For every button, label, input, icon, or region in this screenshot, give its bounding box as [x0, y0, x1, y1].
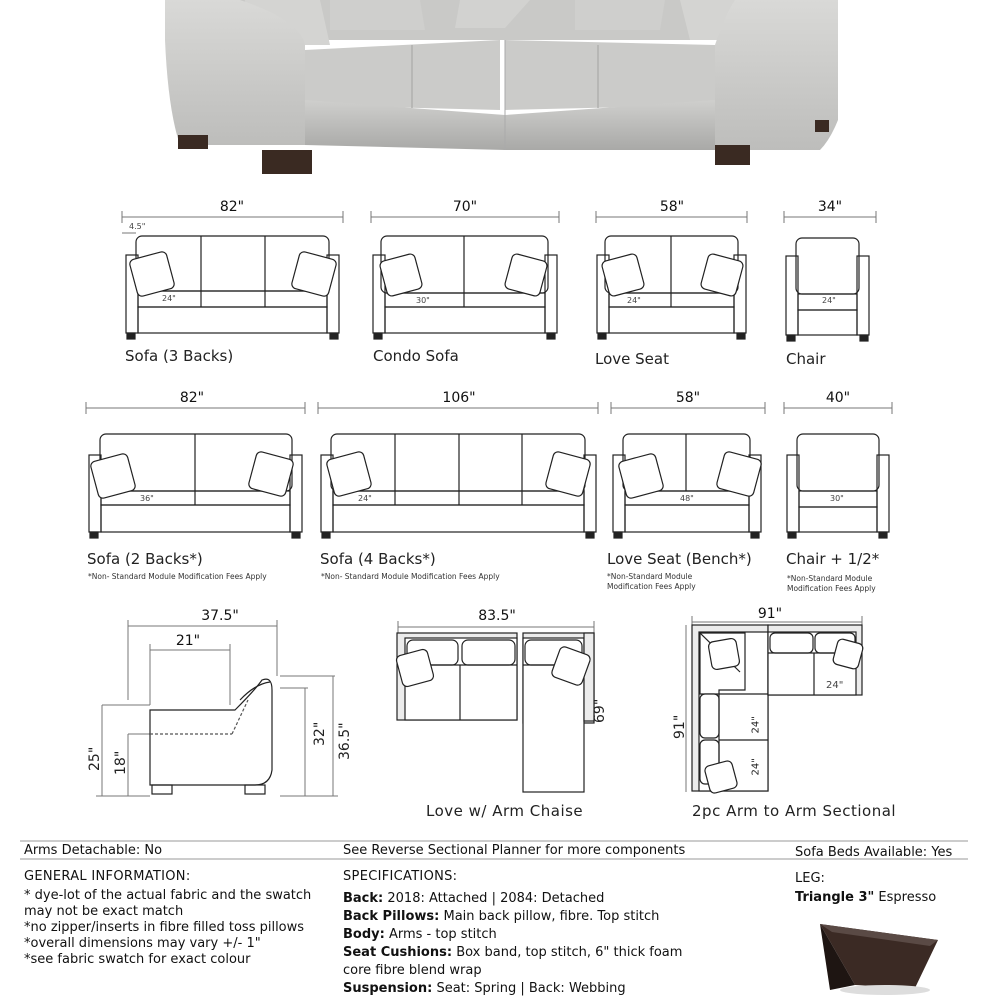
sofa-4-label: Sofa (4 Backs*)	[320, 550, 436, 568]
love-seat-label: Love Seat	[595, 350, 669, 368]
chair-drawing	[786, 238, 869, 341]
sofa-2-backs-drawing	[89, 434, 302, 538]
spec-seat-value: Box band, top stitch, 6" thick foam	[456, 945, 683, 960]
chaise-depth: 69"	[592, 698, 608, 723]
sectional-label: 2pc Arm to Arm Sectional	[692, 802, 897, 820]
leg-name	[795, 889, 936, 907]
chair-seat-depth: 24"	[822, 296, 836, 305]
side-seat-depth: 21"	[175, 633, 201, 649]
spec-seat-label: Seat Cushions:	[343, 945, 453, 960]
general-line-4: *overall dimensions may vary +/- 1"	[24, 936, 261, 951]
general-line-2: may not be exact match	[24, 904, 184, 919]
sofa-4-seat-depth: 24"	[358, 494, 372, 503]
sofa-4-note: *Non- Standard Module Modification Fees Apply	[321, 572, 500, 581]
spec-body	[343, 926, 497, 944]
general-line-1: * dye-lot of the actual fabric and the swatch	[24, 888, 312, 903]
bench-width: 58"	[675, 390, 701, 406]
chair-width: 34"	[817, 199, 843, 215]
bench-note-1: *Non-Standard Module	[607, 572, 693, 581]
sofa-3-backs-drawing	[126, 236, 339, 339]
sofa-4-width: 106"	[442, 390, 476, 406]
general-line-5: *see fabric swatch for exact colour	[24, 952, 251, 967]
sofa-beds-value: Yes	[931, 845, 953, 860]
side-total-height: 36.5"	[337, 722, 353, 760]
chaise-width: 83.5"	[478, 608, 516, 624]
sofa-3-arm-width: 4.5"	[129, 222, 146, 231]
sofa-2-note: *Non- Standard Module Modification Fees Apply	[88, 572, 267, 581]
spec-suspension-value: Seat: Spring | Back: Webbing	[436, 981, 626, 996]
sectional-seat-a: 24"	[826, 680, 844, 691]
bench-label: Love Seat (Bench*)	[607, 550, 752, 568]
side-back-height: 32"	[312, 721, 328, 746]
sofa-2-seat-depth: 36"	[140, 494, 154, 503]
condo-sofa-drawing	[373, 236, 557, 339]
leg-image	[820, 924, 938, 995]
spec-seat	[343, 944, 682, 962]
bench-note-2: Modification Fees Apply	[607, 582, 696, 591]
sectional-seat-b: 24"	[750, 716, 762, 734]
sofa-beds-label: Sofa Beds Available:	[795, 845, 928, 860]
leg-name-label: Triangle 3"	[795, 890, 875, 905]
side-view-drawing	[96, 620, 338, 796]
condo-sofa-width: 70"	[452, 199, 478, 215]
spec-back-label: Back:	[343, 891, 384, 906]
general-info-title: GENERAL INFORMATION:	[24, 869, 191, 884]
chair-half-note-2: Modification Fees Apply	[787, 584, 876, 593]
sofa-3-seat-depth: 24"	[162, 294, 176, 303]
spec-body-label: Body:	[343, 927, 385, 942]
love-seat-seat-depth: 24"	[627, 296, 641, 305]
sofa-4-backs-drawing	[321, 434, 596, 538]
arms-detachable-label: Arms Detachable:	[24, 843, 141, 858]
chair-label: Chair	[786, 350, 826, 368]
sofa-2-width: 82"	[179, 390, 205, 406]
arms-detachable-value: No	[144, 843, 163, 858]
arms-detachable	[24, 842, 162, 860]
side-seat-height: 18"	[113, 750, 129, 775]
sectional-width: 91"	[757, 606, 783, 622]
spec-pillows-label: Back Pillows:	[343, 909, 440, 924]
condo-sofa-label: Condo Sofa	[373, 347, 459, 365]
chaise-label: Love w/ Arm Chaise	[426, 802, 584, 820]
love-seat-width: 58"	[659, 199, 685, 215]
chair-half-label: Chair + 1/2*	[786, 550, 880, 568]
chaise-drawing	[395, 621, 594, 792]
sofa-3-width: 82"	[219, 199, 245, 215]
spec-pillows-value: Main back pillow, fibre. Top stitch	[443, 909, 660, 924]
sofa-2-label: Sofa (2 Backs*)	[87, 550, 203, 568]
sectional-seat-c: 24"	[750, 758, 762, 776]
side-depth: 37.5"	[201, 608, 239, 624]
side-arm-height: 25"	[87, 746, 103, 771]
planner-note: See Reverse Sectional Planner for more components	[343, 843, 686, 858]
chair-half-width: 40"	[825, 390, 851, 406]
bench-seat-depth: 48"	[680, 494, 694, 503]
chair-half-note-1: *Non-Standard Module	[787, 574, 873, 583]
spec-body-value: Arms - top stitch	[388, 927, 497, 942]
condo-sofa-seat-depth: 30"	[416, 296, 430, 305]
love-seat-drawing	[597, 236, 746, 339]
spec-back-value: 2018: Attached | 2084: Detached	[387, 891, 605, 906]
love-seat-bench-drawing	[613, 434, 762, 538]
leg-finish: Espresso	[878, 890, 937, 905]
sofa-3-label: Sofa (3 Backs)	[125, 347, 234, 365]
sectional-drawing	[686, 616, 864, 794]
sectional-depth: 91"	[672, 714, 688, 739]
general-line-3: *no zipper/inserts in fibre filled toss pillows	[24, 920, 305, 935]
chair-half-drawing	[787, 434, 889, 538]
leg-title: LEG:	[795, 871, 825, 886]
spec-back	[343, 890, 604, 908]
spec-suspension	[343, 980, 626, 998]
spec-suspension-label: Suspension:	[343, 981, 433, 996]
chair-half-seat-depth: 30"	[830, 494, 844, 503]
specs-title: SPECIFICATIONS:	[343, 869, 458, 884]
spec-seat-2: core fibre blend wrap	[343, 963, 482, 978]
spec-pillows	[343, 908, 659, 926]
sofa-beds	[795, 844, 952, 862]
